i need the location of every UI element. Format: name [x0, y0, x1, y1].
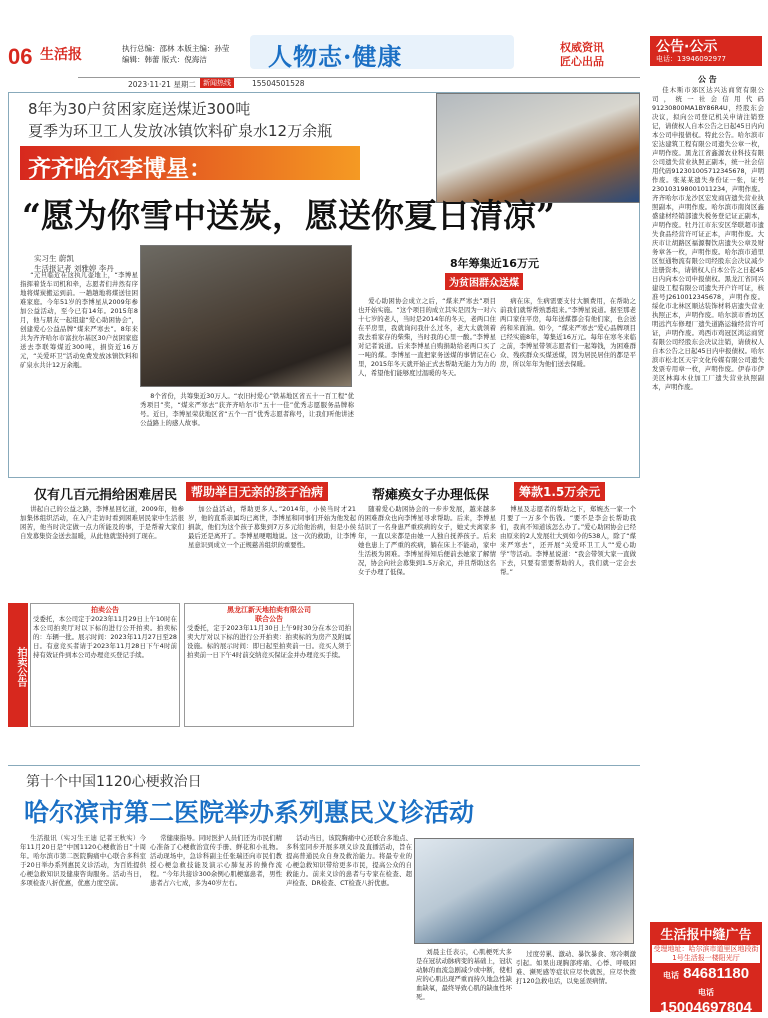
- notices-body: 佳木斯市郊区达兴达商贸有限公司，统一社会信用代码91230800MA1BY86R4U，经股东会决议，拟向公司登记机关申请注销登记，请债权人自本公告之日起45日内向本公司申报债权。特此公告。哈尔滨市宏达建筑工程有限公司遗失公章一枚，声明作废。黑龙江省鑫源农业科技有限公司遗失营业执照正副本，统一社会信用代码912301005712345678，声明作废。张某某遗失身份证一张，证号230103198001011234，声明作废。齐齐哈尔市龙沙区宏发商店遗失营业执照副本，声明作废。哈尔滨市南岗区鑫盛建材经销部遗失税务登记证正副本，声明作废。牡丹江市东安区华联超市遗失食品经营许可证正本，声明作废。大庆市让胡路区福源餐饮店遗失公章及财务章各一枚，声明作废。哈尔滨市道里区恒通物流有限公司经股东会决议减少注册资本，请债权人自本公告之日起45日内向本公司申报债权。黑龙江省同兴建设工程有限公司遗失开户许可证，核准号J2610012345678，声明作废。绥化市北林区顺达装饰材料店遗失营业执照正本，声明作废。哈尔滨市香坊区明远汽车修理厂遗失道路运输经营许可证，声明作废。鸡西市鸡冠区鸿运商贸有限公司经股东会决议注销，请债权人自本公告之日起45日内申报债权。哈尔滨市松北区天宇文化传媒有限公司遗失发票专用章一枚，声明作废。伊春市伊美区林海木业加工厂遗失营业执照副本，声明作废。: [652, 86, 764, 391]
- byline-line-1: 实习生 蔚凯: [34, 254, 74, 263]
- sec2-left-tag: 帮助举目无亲的孩子治病: [186, 482, 328, 501]
- motto-line-1: 权威资讯: [560, 41, 604, 54]
- bottom-col-1: 生活报讯（实习生王迪 记者王秋实）今年11月20日是“中国1120心梗救治日”十周年。哈尔滨市第二医院胸痛中心联合多科室于20日举办系列惠民义诊活动，为百姓提供心梗急救知识及健康咨询服务。活动当日，多项检查八折优惠，优惠力度空前。: [20, 834, 146, 887]
- sec2-text-c: 随着爱心助困协会的一步步发展，越来越多的困难群众也向李博星寻求帮助。后来，李博星结识了一名身患严重疾病的女子，她丈夫离家多年，一直以来都是由她一人独自抚养孩子。后来她也患上了严重的疾病，躺在床上不能动，家中生活极为困难。李博星得知后便前去她家了解情况，协会向社会募集到1.5万余元，并且帮助这名女子办理了低保。: [358, 505, 496, 576]
- editor-line-1: 执行总编：邵林 本版主编：孙莹: [122, 44, 230, 53]
- clinic-photo: [414, 838, 634, 944]
- sec2-text-b: 加公益活动，帮助更多人。”2014年，小侯当时才21岁，他的直系亲属均已离世，李博星和同事们开始为他发起捐款，他们为这个孩子募集到7万多元给他治病，但是小侯最后还是离开了。李博星哽咽地说。这一次的救助，让李博星意识到成立一个正规慈善组织的重要性。: [188, 505, 356, 549]
- sec2-text-a: 讲起自己的公益之路，李博星回忆道，2009年，他参加集体组织活动，在入户走访时看到困难居民家中生活很困苦，他当时决定做一点力所能及的事，于是帮着大家们自发募集资金送去温暖，从此他就坚持到了现在。: [20, 505, 184, 540]
- ad-address: 受理地址：哈尔滨市道里区地段街1号生活报一楼阳光厅: [653, 945, 759, 962]
- ad-phone-1: 电话 84681180: [662, 965, 750, 982]
- ad-phone-2: 电话 15004697804: [660, 988, 752, 1016]
- notices-label: 公 告: [698, 75, 717, 84]
- issue-date: 2023·11·21 星期二: [128, 80, 196, 89]
- ad-title: 生活报中缝广告: [660, 928, 752, 943]
- bottom-col-4: 刘晨主任表示，心肌梗死大多是在冠状动脉病变的基础上，冠状动脉的血流急剧减少或中断，使相应的心肌出现严重而持久地急性缺血缺氧，最终导致心肌的缺血性坏死。: [416, 948, 512, 1001]
- auction-1-title: 拍卖公告: [91, 606, 119, 614]
- top-story-col-2: 病在床，生病需要支付大额费用，在帮助之前我们就帮帮熟悉组来。”李博星说道。据至那老两口家住平房，每年送煤都会有他们家，也会送药和米面油。如今，“煤来严寒去”爱心品牌项目已经实施8年，筹集近16万元。每年在寒冬来临之前，李博星带领志愿者们一起筹钱，为困难群众、残疾群众买煤送煤，因为居民居住的都是平房，所以年年为他们送去保暖。: [500, 297, 636, 368]
- top-story-under-photo: 8个省份，共筹集近30万人。“农旧村爱心”铁基地区省五十一百工程“优秀项目”奖，“煤来严寒去”获齐齐哈尔市“五十一佳”优秀志愿服务品牌称号。近日，李博星荣获地区省“五个一百”优秀志愿者称号，让我们听他讲述公益路上的感人故事。: [140, 392, 354, 427]
- top-headline: “愿为你雪中送炭，愿送你夏日清凉”: [22, 196, 555, 235]
- top-subtitle-1: 8年为30户贫困家庭送煤近300吨: [28, 100, 251, 118]
- sec2-left-heading: 仅有几百元捐给困难居民: [34, 488, 178, 503]
- top-subhead: 8年筹集近16万元: [450, 257, 539, 270]
- top-story-col-1: 爱心助困协会成立之后，“煤来严寒去”项目也开始实施。“这个项目的成立其实是因为一对六十七岁的老人，当时是2014年的冬天，老两口住在平房里，我就询问我什么过冬，老大太就领着我去看家存的柴柴，当时我的心里一酸。”李博星对记者说道。后来李博星自购捐助给老两口买了一吨的煤。李博星一直把家务送煤的事情记在心里，2015年冬天就开始正式去帮助无能力为力的人，希望他们能够度过温暖的冬天。: [358, 297, 496, 377]
- auction-notice-1: [30, 603, 180, 727]
- classified-ad-box: [650, 922, 762, 1016]
- volunteers-photo: [436, 93, 640, 203]
- auction-side-label: 拍卖公告: [8, 603, 28, 727]
- byline-line-2: 生活报记者 刘雅婷 李丹: [34, 264, 114, 273]
- bottom-kicker: 第十个中国1120心梗救治日: [26, 774, 202, 790]
- page-number: 06: [8, 44, 33, 69]
- section-motto: [560, 41, 604, 69]
- auction-2-subtitle: 联合公告: [255, 615, 283, 623]
- auction-notice-2: [184, 603, 354, 727]
- motto-line-2: 匠心出品: [560, 55, 604, 68]
- newspaper-brand: 生活报: [40, 47, 82, 63]
- sec2-right-heading: 帮瘫痪女子办理低保: [372, 488, 490, 503]
- hotline-label: 新闻热线: [200, 78, 234, 88]
- hotline-phone: 15504501528: [252, 79, 305, 88]
- editor-credits: [122, 43, 229, 65]
- coal-delivery-photo: [140, 245, 352, 387]
- top-subtitle-2: 夏季为环卫工人发放冰镇饮料矿泉水12万余瓶: [28, 122, 333, 140]
- notices-title: 公告·公示: [656, 39, 718, 55]
- auction-2-title: 黑龙江新天地拍卖有限公司: [227, 606, 311, 614]
- bottom-col-2: 常健康指导。同时医护人员们还为市民们精心准备了心梗救治宣传手册、鲜花和小礼物。活动现场中，急诊科副主任张瑞还向市民们教授心梗急救技能及演示心肺复苏的操作流程。“今年共接诊300余例心肌梗塞患者，男性患者占六七成，多为40岁左右。: [150, 834, 282, 887]
- editor-line-2: 编辑：韩蕾 版式：倪海洁: [122, 55, 207, 64]
- ad-phone-label-2: 电话: [698, 988, 714, 997]
- sec2-right-tag: 筹款1.5万余元: [514, 482, 605, 501]
- bottom-col-5: 过度劳累、激动、暴饮暴食、寒冷刺激引起。如果出现胸部疼痛、心悸、呼吸困难、濒死感等症状应尽快就医，应尽快拨打120急救电话，以免延误病情。: [516, 950, 636, 985]
- bottom-separator: [8, 765, 640, 766]
- bottom-headline: 哈尔滨市第二医院举办系列惠民义诊活动: [24, 798, 475, 827]
- notices-phone: 电话：13946092977: [656, 55, 726, 63]
- ad-phone-label-1: 电话: [662, 971, 679, 980]
- bottom-col-3: 活动当日，该院胸痛中心还联合多地点、多科室同步开展多项义诊及直播活动，旨在提高普通民众自身及救治能力。将最专业的心梗急救知识带给更多市民，提高公众的自救能力。前来义诊的患者与专家在检查、超声检查、DR检查、CT检查八折优惠。: [286, 834, 412, 887]
- top-subhead-tag: 为贫困群众送煤: [445, 273, 523, 290]
- sec2-text-d: 博星及志愿者的帮助之下，郑婉杰一家一个月要了一万多个伤钱。“要不是李会长帮助我们，我真不知道该怎么办了。”爱心助困协会已经由原来的2人发展壮大到如今的538人，除了“煤来严寒去”，还开展“关爱环卫工人”“爱心助学”等活动。李博星说道：“我会带领大家一直做下去，只要有需要帮助的人，我们就一定会去帮。”: [500, 505, 636, 576]
- auction-1-text: 受委托，本公司定于2023年11月29日上午10时在本公司拍卖厅对以下标的进行公开拍卖。拍卖标的：车辆一批。展示时间：2023年11月27日至28日。有意竞买者请于2023年11月28日下午4时前持有效证件到本公司办理竞买登记手续。: [33, 615, 177, 659]
- top-story-intro: “元旦临近在这执儿壶地上，“李博星指挥着货车司机和牵，志愿者们井然有序地将煤炭搬运到前。一趟趟地将煤送往困难家庭。今年51岁的李博星从2009年参加公益活动，至今已有14年。2015年8月，他与朋友一起组建“爱心助困协会”，创建爱心公益品牌“煤来严寒去”。8年来共为齐齐哈尔市富拉尔基区30户贫困家庭送去李联筹煤近300吨，捐资近16万元，“关爱环卫”活动免费发放冰镇饮料和矿泉水共计12万余瓶。: [20, 271, 138, 369]
- section-title: 人物志·健康: [268, 42, 403, 71]
- top-kicker: 齐齐哈尔李博星：: [28, 156, 212, 182]
- auction-2-text: 受委托，定于2023年11月30日上午9时30分在本公司拍卖大厅对以下标的进行公开拍卖：拍卖标的为房产及附属设施。标的展示时间：即日起至拍卖前一日。竞买人须于拍卖前一日下午4时前交纳竞买保证金并办理竞买手续。: [187, 624, 351, 659]
